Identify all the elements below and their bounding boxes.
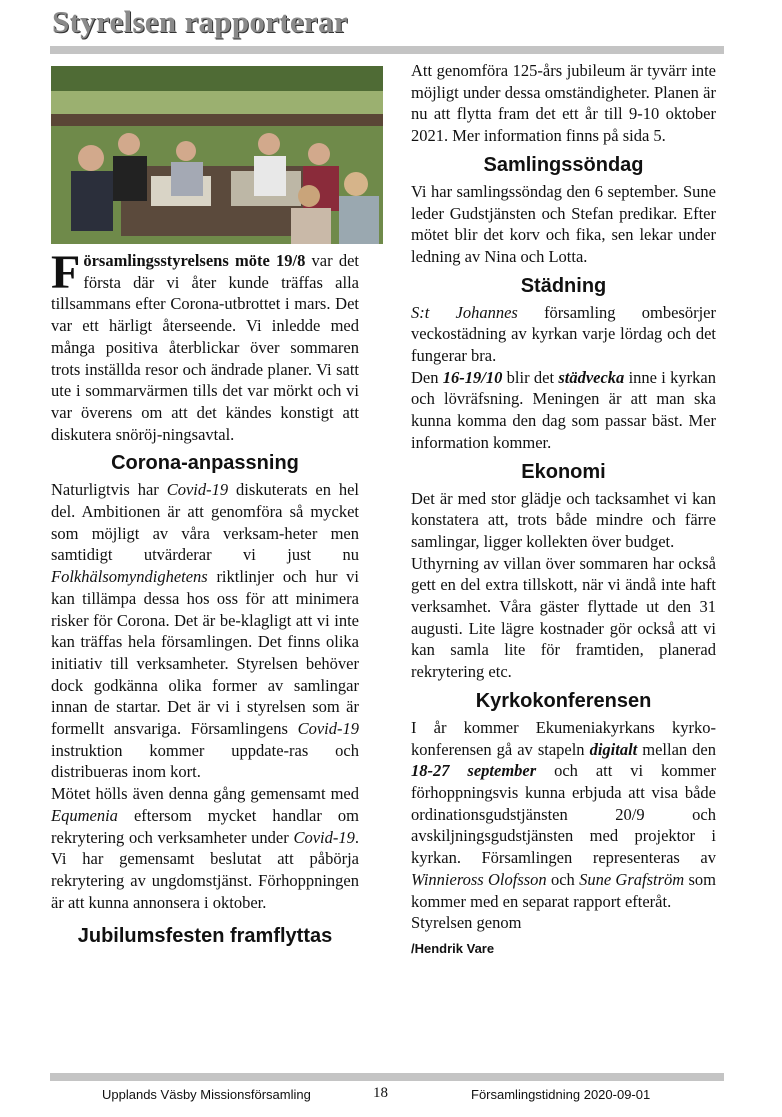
meeting-photo xyxy=(51,66,383,244)
footer-organization: Upplands Väsby Missionsförsamling xyxy=(102,1087,311,1102)
jubileum-paragraph: Att genomföra 125-års jubileum är tyvärr inte möjligt under dessa omständigheter. Planen är nu att flytta fram det ett år till 9-10 oktober 2021. Mer information finns på sida 5. xyxy=(411,61,716,146)
samling-paragraph: Vi har samlingssöndag den 6 september. Sune leder Gudstjänsten och Stefan predikar. Efter mötet blir det korv och fika, sen lekar under ledning av Nina och Lotta. xyxy=(411,181,716,266)
footer-publication: Församlingstidning 2020-09-01 xyxy=(471,1087,651,1102)
heading-corona: Corona-anpassning xyxy=(111,452,299,475)
title-divider xyxy=(50,46,724,54)
dropcap: F xyxy=(51,246,81,299)
intro-text: var det första där vi åter kunde träffas alla tillsammans efter Corona-utbrottet i mars. Det var ett härligt återseende. Vi inledde med många positiva återblickar över sommaren trots inställda resor och ändrade planer. Vi satt ute i sommarvärmen tills det var mörkt och vi var överens om att det kändes konstigt att diskutera snöröj-ningsavtal. xyxy=(51,251,359,444)
right-column xyxy=(411,60,716,960)
signature: /Hendrik Vare xyxy=(411,940,495,956)
closing-text: Styrelsen genom xyxy=(411,913,522,933)
ekonomi-paragraph-2: Uthyrning av villan över sommaren har också gett en del extra tillskott, när vi ändå inte haft verksamhet. Våra gäster flyttade ut den 31 augusti. Lite lägre kostnader gör också att vi kan samla lite för framtiden, planerad rekrytering etc. xyxy=(411,553,716,682)
heading-samlingssondag: Samlingssöndag xyxy=(483,153,644,176)
heading-ekonomi: Ekonomi xyxy=(521,460,606,483)
intro-paragraph xyxy=(51,246,359,445)
heading-jubileum: Jubilumsfesten framflyttas xyxy=(77,925,333,948)
stadning-paragraph-1: S:t Johannes församling ombesörjer veckostädning av kyrkan varje lördag och det fungerar bra. xyxy=(411,302,716,366)
page-number: 18 xyxy=(373,1085,388,1101)
corona-paragraph-2: Mötet hölls även denna gång gemensamt med Equmenia eftersom mycket handlar om rekrytering och verksamheter under Covid-19. Vi har gemensamt beslutat att påbörja rekrytering av ungdomstjänst. Förhoppningen är att kunna annonsera i oktober. xyxy=(51,784,359,912)
footer-divider xyxy=(50,1073,724,1081)
kyrko-paragraph: I år kommer Ekumeniakyrkans kyrko-konferensen gå av stapeln digitalt mellan den 18-27 september och att vi kommer förhoppningsvis kunna erbjuda att visa både ordinationsgudstjänsten 20/9 och avskiljningsgudstjänsten med projektor i kyrkan. Församlingen representeras av Winnieross Olofsson och Sune Grafström som kommer med en separat rapport efteråt. xyxy=(411,717,716,911)
stadning-paragraph-2: Den 16-19/10 blir det städvecka inne i kyrkan och lövräfsning. Meningen är att man ska kunna komma den dag som passar bäst. Mer information kommer. xyxy=(411,367,716,452)
ekonomi-paragraph-1: Det är med stor glädje och tacksamhet vi kan konstatera att, trots både mindre och färre samlingar, ligger kollekten över budget. xyxy=(411,488,716,551)
intro-bold: örsamlingsstyrelsens möte 19/8 xyxy=(83,251,306,270)
page-title: Styrelsen rapporterar xyxy=(52,4,348,39)
left-column xyxy=(51,60,359,952)
heading-kyrkokonferensen: Kyrkokonferensen xyxy=(475,689,652,712)
heading-stadning: Städning xyxy=(520,274,607,297)
corona-paragraph-1: Naturligtvis har Covid-19 diskuterats en hel del. Ambitionen är att genomföra så mycket som möjligt av våra verksam-heter men samtidigt utvärderar vi just nu Folkhälsomyndighetens riktlinjer och hur vi kan tillämpa dessa hos oss för att minimera risker för Corona. Det är be-klagligt att vi inte kan träffas hela församlingen. Det finns olika initiativ till verksamheter. Styrelsen behöver dock godkänna olika former av samlingar innan de startar. Det är vi i styrelsen som är formellt ansvariga. Församlingens Covid-19 instruktion kommer uppdate-ras och distribueras inom kort. xyxy=(51,480,359,782)
